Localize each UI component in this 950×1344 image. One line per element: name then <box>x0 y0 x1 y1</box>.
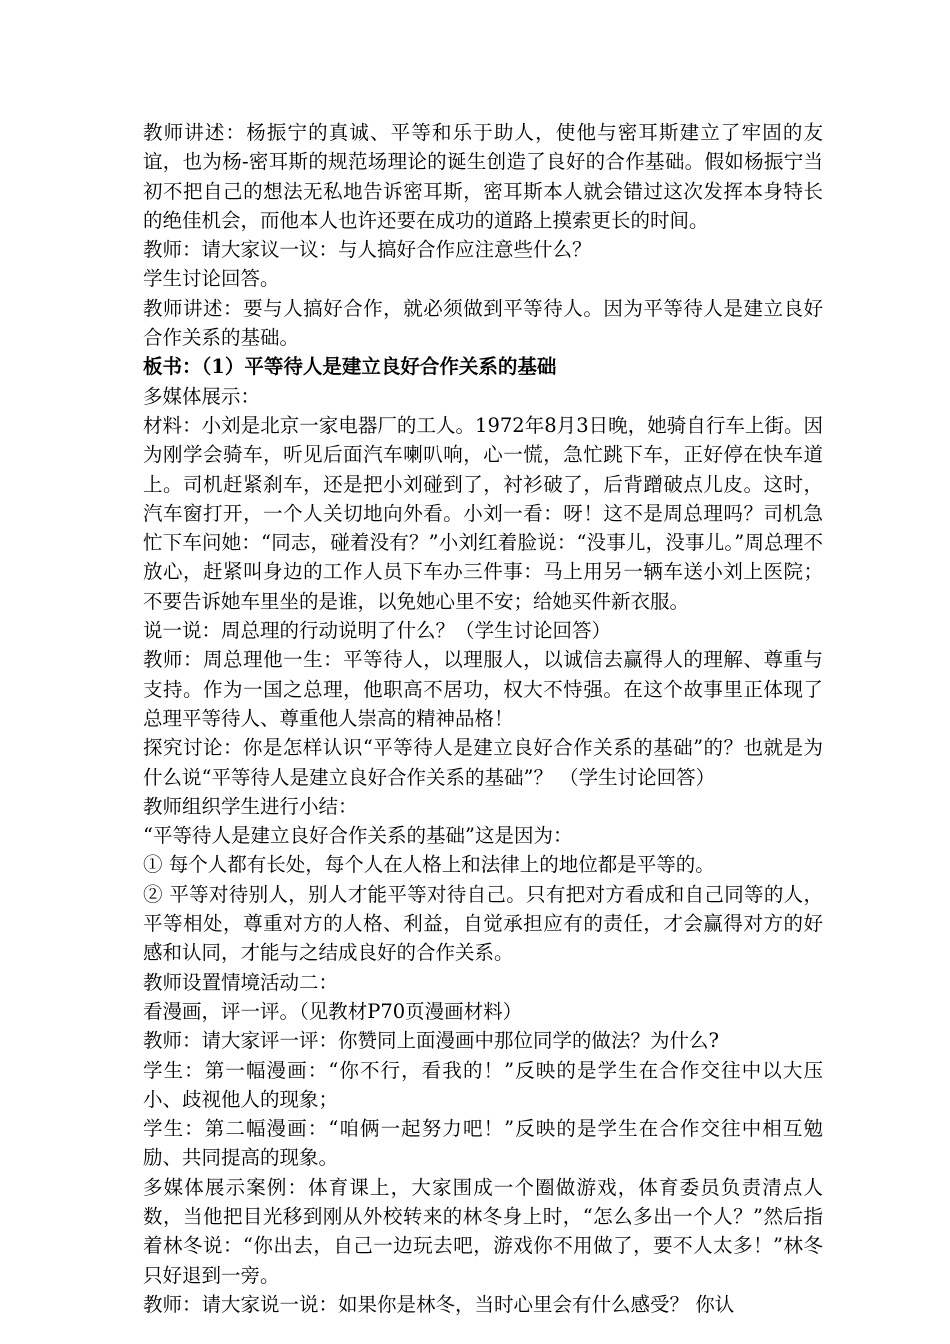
paragraph: 探究讨论：你是怎样认识“平等待人是建立良好合作关系的基础”的？也就是为什么说“平等待人是建立良好合作关系的基础”？ （学生讨论回答） <box>143 736 823 789</box>
paragraph: ② 平等对待别人，别人才能平等对待自己。只有把对方看成和自己同等的人，平等相处，尊重对方的人格、利益，自觉承担应有的责任，才会赢得对方的好感和认同，才能与之结成良好的合作关系。 <box>143 882 823 965</box>
paragraph: 教师：请大家评一评：你赞同上面漫画中那位同学的做法？为什么? <box>143 1029 719 1053</box>
paragraph: 看漫画，评一评。（见教材P70页漫画材料） <box>143 999 523 1023</box>
document-page <box>143 118 823 1319</box>
paragraph: 学生：第一幅漫画：“你不行，看我的！”反映的是学生在合作交往中以大压小、歧视他人的现象； <box>143 1058 823 1111</box>
paragraph: 教师讲述：要与人搞好合作，就必须做到平等待人。因为平等待人是建立良好合作关系的基础。 <box>143 296 823 350</box>
paragraph: 教师设置情境活动二： <box>143 970 339 994</box>
paragraph: 教师组织学生进行小结： <box>143 794 358 818</box>
paragraph: 教师：请大家议一议：与人搞好合作应注意些什么？ <box>143 238 592 262</box>
paragraph: 多媒体展示： <box>143 384 261 408</box>
board-heading: 板书：（1）平等待人是建立良好合作关系的基础 <box>143 355 557 379</box>
paragraph: 材料：小刘是北京一家电器厂的工人。1972年8月3日晚，她骑自行车上街。因为刚学会骑车，听见后面汽车喇叭响，心一慌，急忙跳下车，正好停在快车道上。司机赶紧刹车，还是把小刘碰到了，衬衫破了，后背蹭破点儿皮。这时，汽车窗打开，一个人关切地向外看。小刘一看：呀！这不是周总理吗？司机急忙下车问她：“同志，碰着没有？”小刘红着脸说：“没事儿，没事儿。”周总理不放心，赶紧叫身边的工作人员下车办三件事：马上用另一辆车送小刘上医院；不要告诉她车里坐的是谁，以免她心里不安；给她买件新衣服。 <box>143 413 823 613</box>
paragraph: 学生：第二幅漫画：“咱俩一起努力吧！”反映的是学生在合作交往中相互勉励、共同提高的现象。 <box>143 1117 823 1170</box>
paragraph: 教师：周总理他一生：平等待人，以理服人，以诚信去赢得人的理解、尊重与支持。作为一国之总理，他职高不居功，权大不恃强。在这个故事里正体现了总理平等待人、尊重他人崇高的精神品格！ <box>143 648 823 730</box>
paragraph: “平等待人是建立良好合作关系的基础”这是因为： <box>143 824 573 848</box>
paragraph: 说一说：周总理的行动说明了什么？（学生讨论回答） <box>143 619 612 643</box>
paragraph: 学生讨论回答。 <box>143 267 280 291</box>
paragraph: 教师讲述：杨振宁的真诚、平等和乐于助人，使他与密耳斯建立了牢固的友谊，也为杨-密耳斯的规范场理论的诞生创造了良好的合作基础。假如杨振宁当初不把自己的想法无私地告诉密耳斯，密耳斯本人就会错过这次发挥本身特长的绝佳机会，而他本人也许还要在成功的道路上摸索更长的时间。 <box>143 121 823 232</box>
paragraph: 多媒体展示案例：体育课上，大家围成一个圈做游戏，体育委员负责清点人数，当他把目光移到刚从外校转来的林冬身上时，“怎么多出一个人？”然后指着林冬说：“你出去，自己一边玩去吧，游戏你不用做了，要不人太多！”林冬只好退到一旁。 <box>143 1175 823 1287</box>
paragraph: 教师：请大家说一说：如果你是林冬，当时心里会有什么感受？ 你认 <box>143 1292 735 1316</box>
paragraph: ① 每个人都有长处，每个人在人格上和法律上的地位都是平等的。 <box>143 853 715 877</box>
